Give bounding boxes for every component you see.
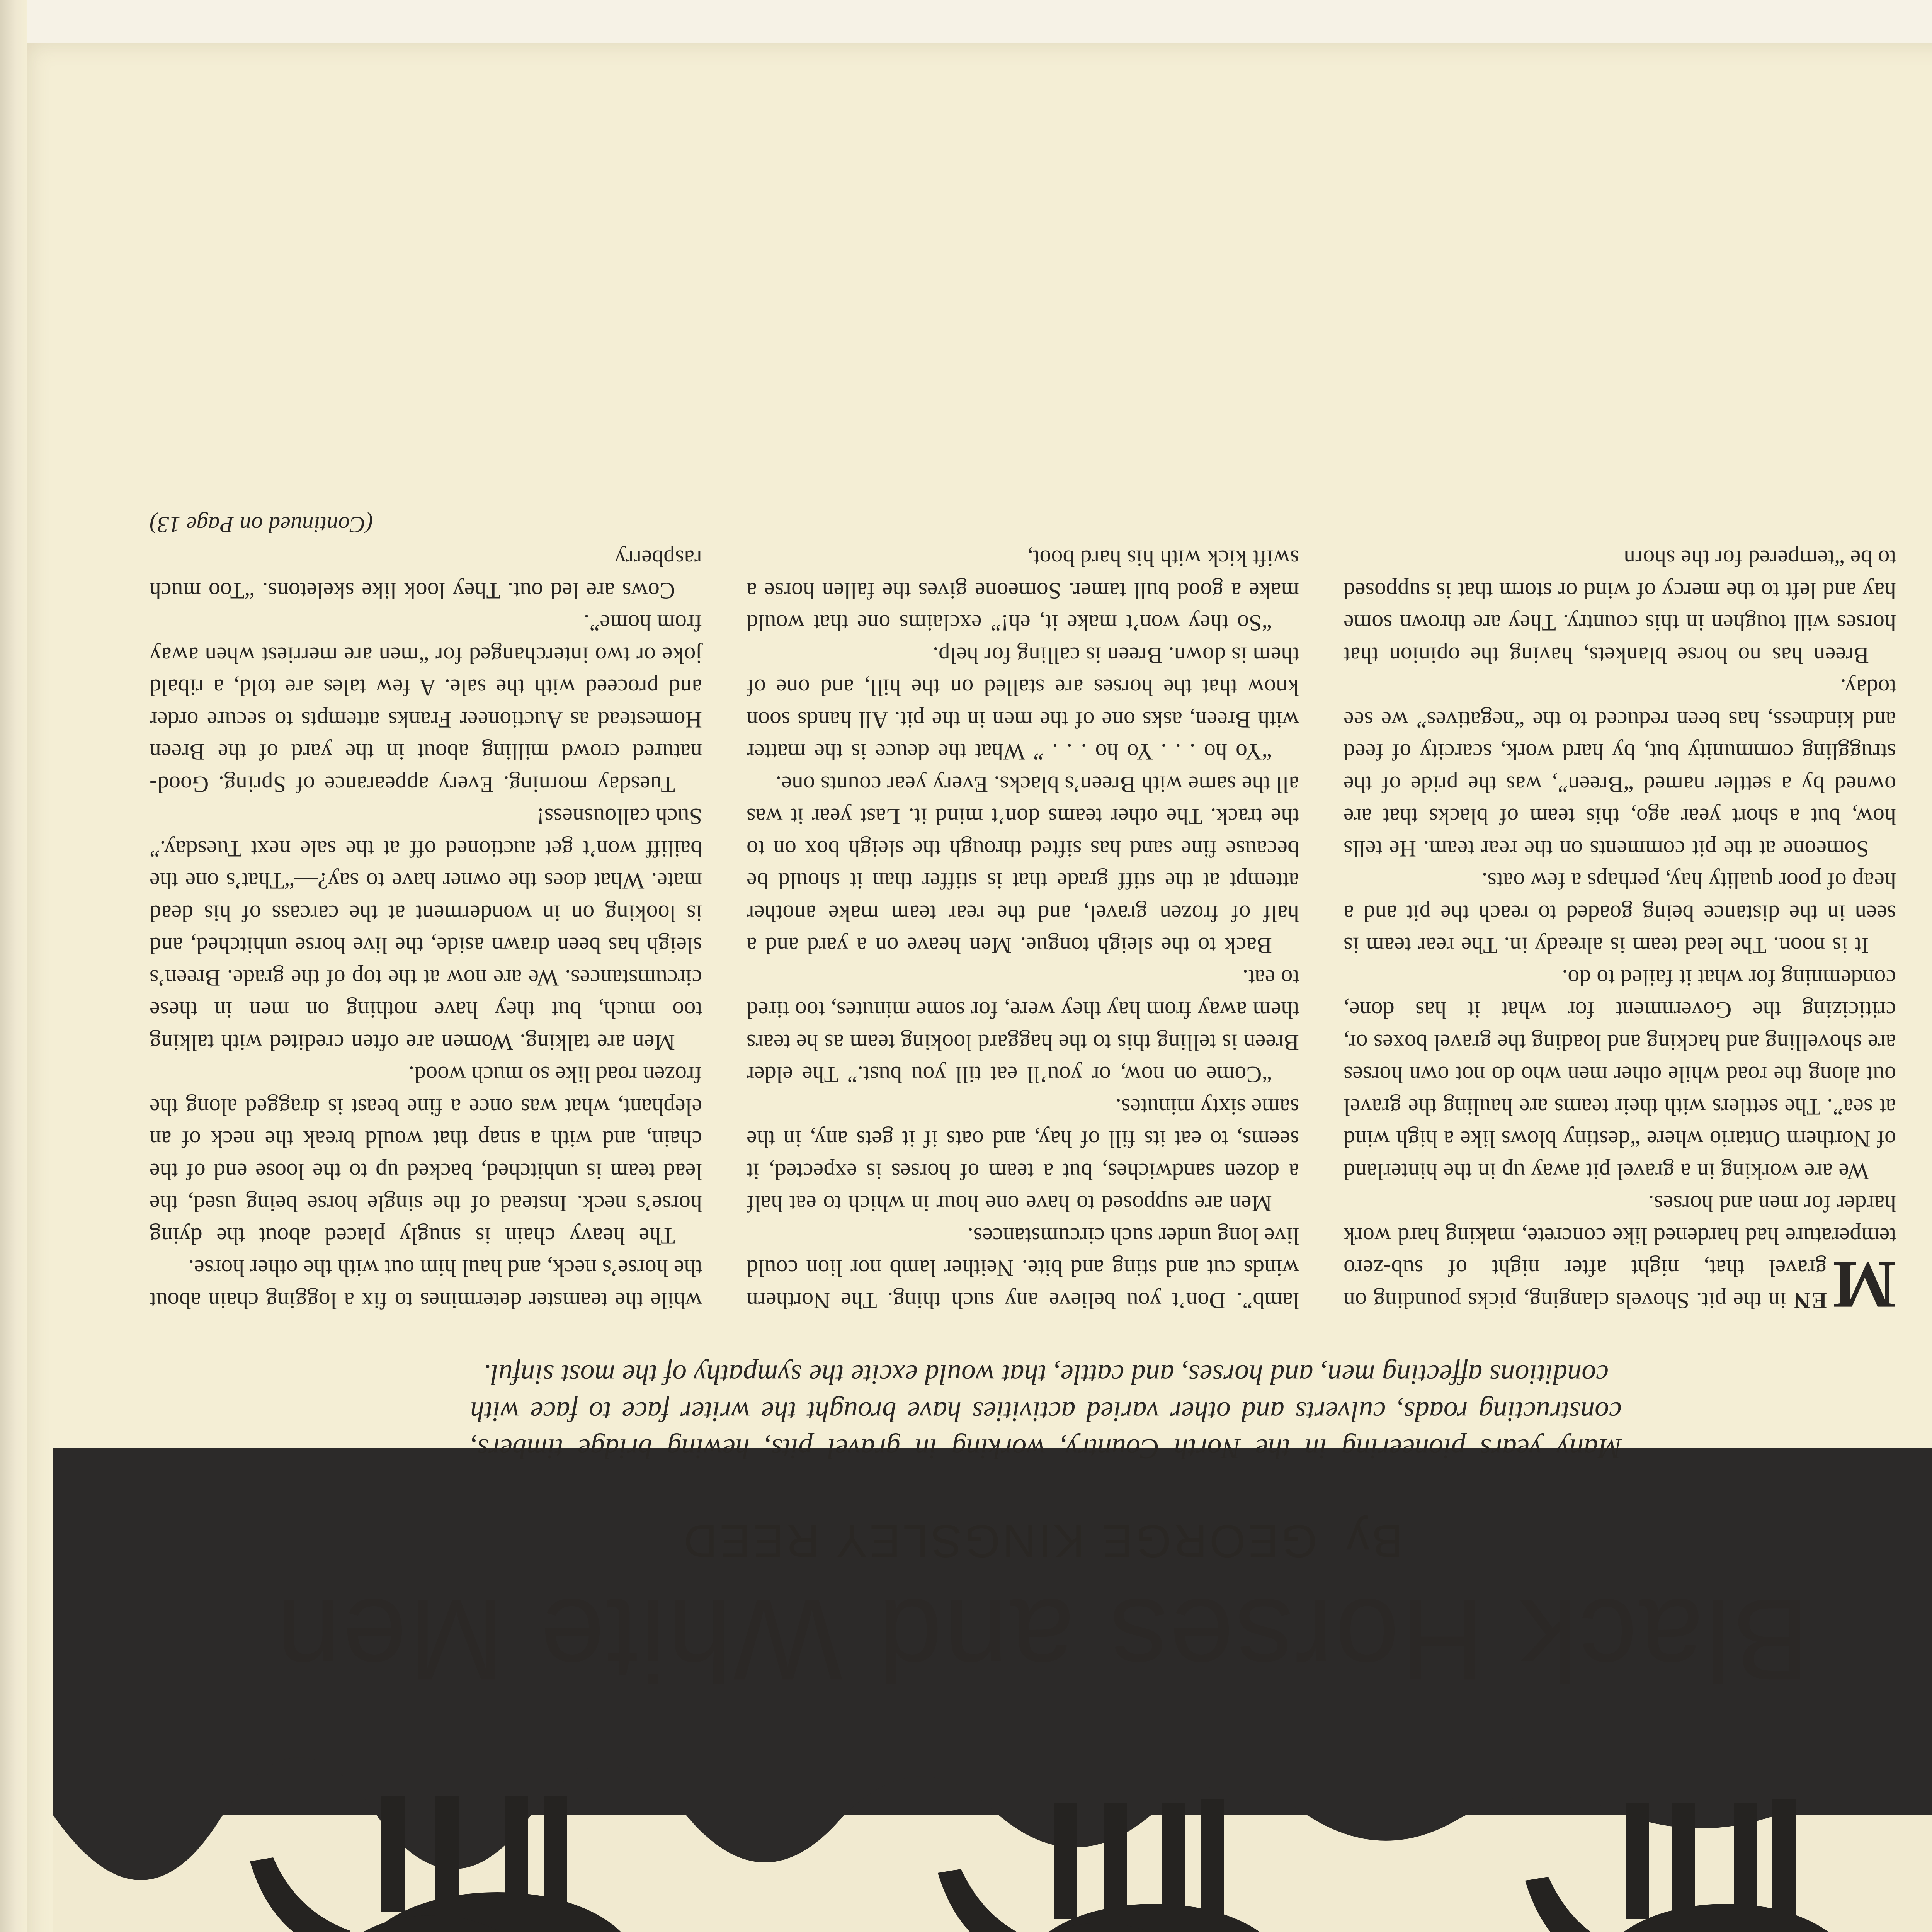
- article-column-1: [1344, 80, 1896, 1323]
- article-paragraph: It is noon. The lead team is already in. The rear team is seen in the distance being goaded to reach the pit and a heap of poor quality hay, perhaps a few oats.: [1344, 868, 1896, 959]
- article-columns: [150, 80, 1896, 1323]
- article-paragraph: Tuesday morning. Every appearance of Spring. Good-natured crowd milling about in the yard of the Breen Homestead as Auctioneer Franks attempts to secure order and proceed with the sale. A few tales are told, a ribald joke or two interchanged for “men are merriest when away from home”.: [150, 610, 702, 797]
- article-paragraph: “So they won’t make it, eh!” exclaims one that would make a good bull tamer. Someone gives the fallen horse a swift kick with his hard boot,: [747, 546, 1299, 636]
- byline: [269, 1514, 1815, 1568]
- paragraph-text: in the pit. Shovels clanging, picks pounding on gravel that, night after night of sub-zero temperature had hardened like concrete, making hard work harder for men and horses.: [1344, 1191, 1896, 1313]
- article-paragraph: Men are talking. Women are often credited with talking too much, but they have nothing on men in these circumstances. We are now at the top of the grade. Breen’s sleigh has been drawn aside, the live horse unhitched, and is looking on in wonderment at the carcass of his dead mate. What does the owner have to say?—“That’s one the bailiff won’t get auctioned off at the sale next Tuesday.” Such callousness!: [150, 804, 702, 1055]
- article-column-2: [747, 80, 1299, 1316]
- article-paragraph: Cows are led out. They look like skeletons. “Too much raspberry: [150, 546, 702, 604]
- article-paragraph: The heavy chain is snugly placed about the dying horse’s neck. Instead of the single horse being used, the lead team is unhitched, backed up to the loose end of the chain, and with a snap that would break the neck of an elephant, what was once a fine beast is dragged along the frozen road like so much wood.: [150, 1062, 702, 1249]
- author-name: GEORGE KINGSLEY REED: [681, 1515, 1317, 1567]
- article-intro: Many years pioneering in the North Country, working in gravel pits, hewing bridge timbers, constructing roads, culverts and other varied activities have brought the writer face to face with conditions affecting men, and horses, and cattle, that would excite the sympathy of the most sinful.: [470, 1359, 1622, 1464]
- byline-by: By: [1344, 1515, 1403, 1567]
- article-paragraph: “Yo ho . . . Yo ho . . . ” What the deuce is the matter with Breen, asks one of the men in the pit. All hands soon know that the horses are stalled on the hill, and one of them is down. Breen is calling for help.: [747, 643, 1299, 765]
- article-column-3: [150, 80, 702, 1316]
- article-paragraph: Men are supposed to have one hour in which to eat half a dozen sandwiches, but a team of horses is expected, it seems, to eat its fill of hay, and oats if it gets any, in the same sixty minutes.: [747, 1094, 1299, 1217]
- article-paragraph: [1344, 1187, 1896, 1323]
- lead-word: EN: [1793, 1288, 1827, 1313]
- article-paragraph: Someone at the pit comments on the rear team. He tells how, but a short year ago, this team of blacks that are owned by a settler named “Breen”, was the pride of the struggling community but, by hard work, scarcity of feed and kindness, has been reduced to the “negatives” we see today.: [1344, 675, 1896, 862]
- article-paragraph: Back to the sleigh tongue. Men heave on a yard and a half of frozen gravel, and the rear team make another attempt at the stiff grade that is stiffer than it should be because fine sand has sifted through the sleigh box on to the track. The other teams don’t mind it. Last year it was all the same with Breen’s blacks. Every year counts one.: [747, 772, 1299, 959]
- article-paragraph: Breen has no horse blankets, having the opinion that horses will toughen in this country. They are thrown some hay and left to the mercy of wind or storm that is supposed to be “tempered for the shorn: [1344, 546, 1896, 668]
- article-paragraph: “Come on now, or you’ll eat till you bust.” The elder Breen is telling this to the haggard looking team as he tears them away from hay they were, for some minutes, too tired to eat.: [747, 965, 1299, 1088]
- article-paragraph: lamb”. Don’t you believe any such thing. The Northern winds cut and sting and bite. Neither lamb nor lion could live long under such circumstances.: [747, 1223, 1299, 1313]
- article-paragraph: We are working in a gravel pit away up in the hinterland of Northern Ontario where “destiny blows like a high wind at sea”. The settlers with their teams are hauling the gravel out along the road while other men who do not own horses are shovelling and hacking and loading the gravel boxes or, criticizing the Government for what it has done, condemning for what it failed to do.: [1344, 965, 1896, 1184]
- article-title: Black Horses and White Men: [274, 1575, 1810, 1705]
- drop-cap: M: [1832, 1248, 1896, 1323]
- continued-note: (Continued on Page 13): [150, 512, 373, 537]
- article-paragraph: while the teamster determines to fix a logging chain about the horse’s neck, and haul him out with the other horse.: [150, 1255, 702, 1313]
